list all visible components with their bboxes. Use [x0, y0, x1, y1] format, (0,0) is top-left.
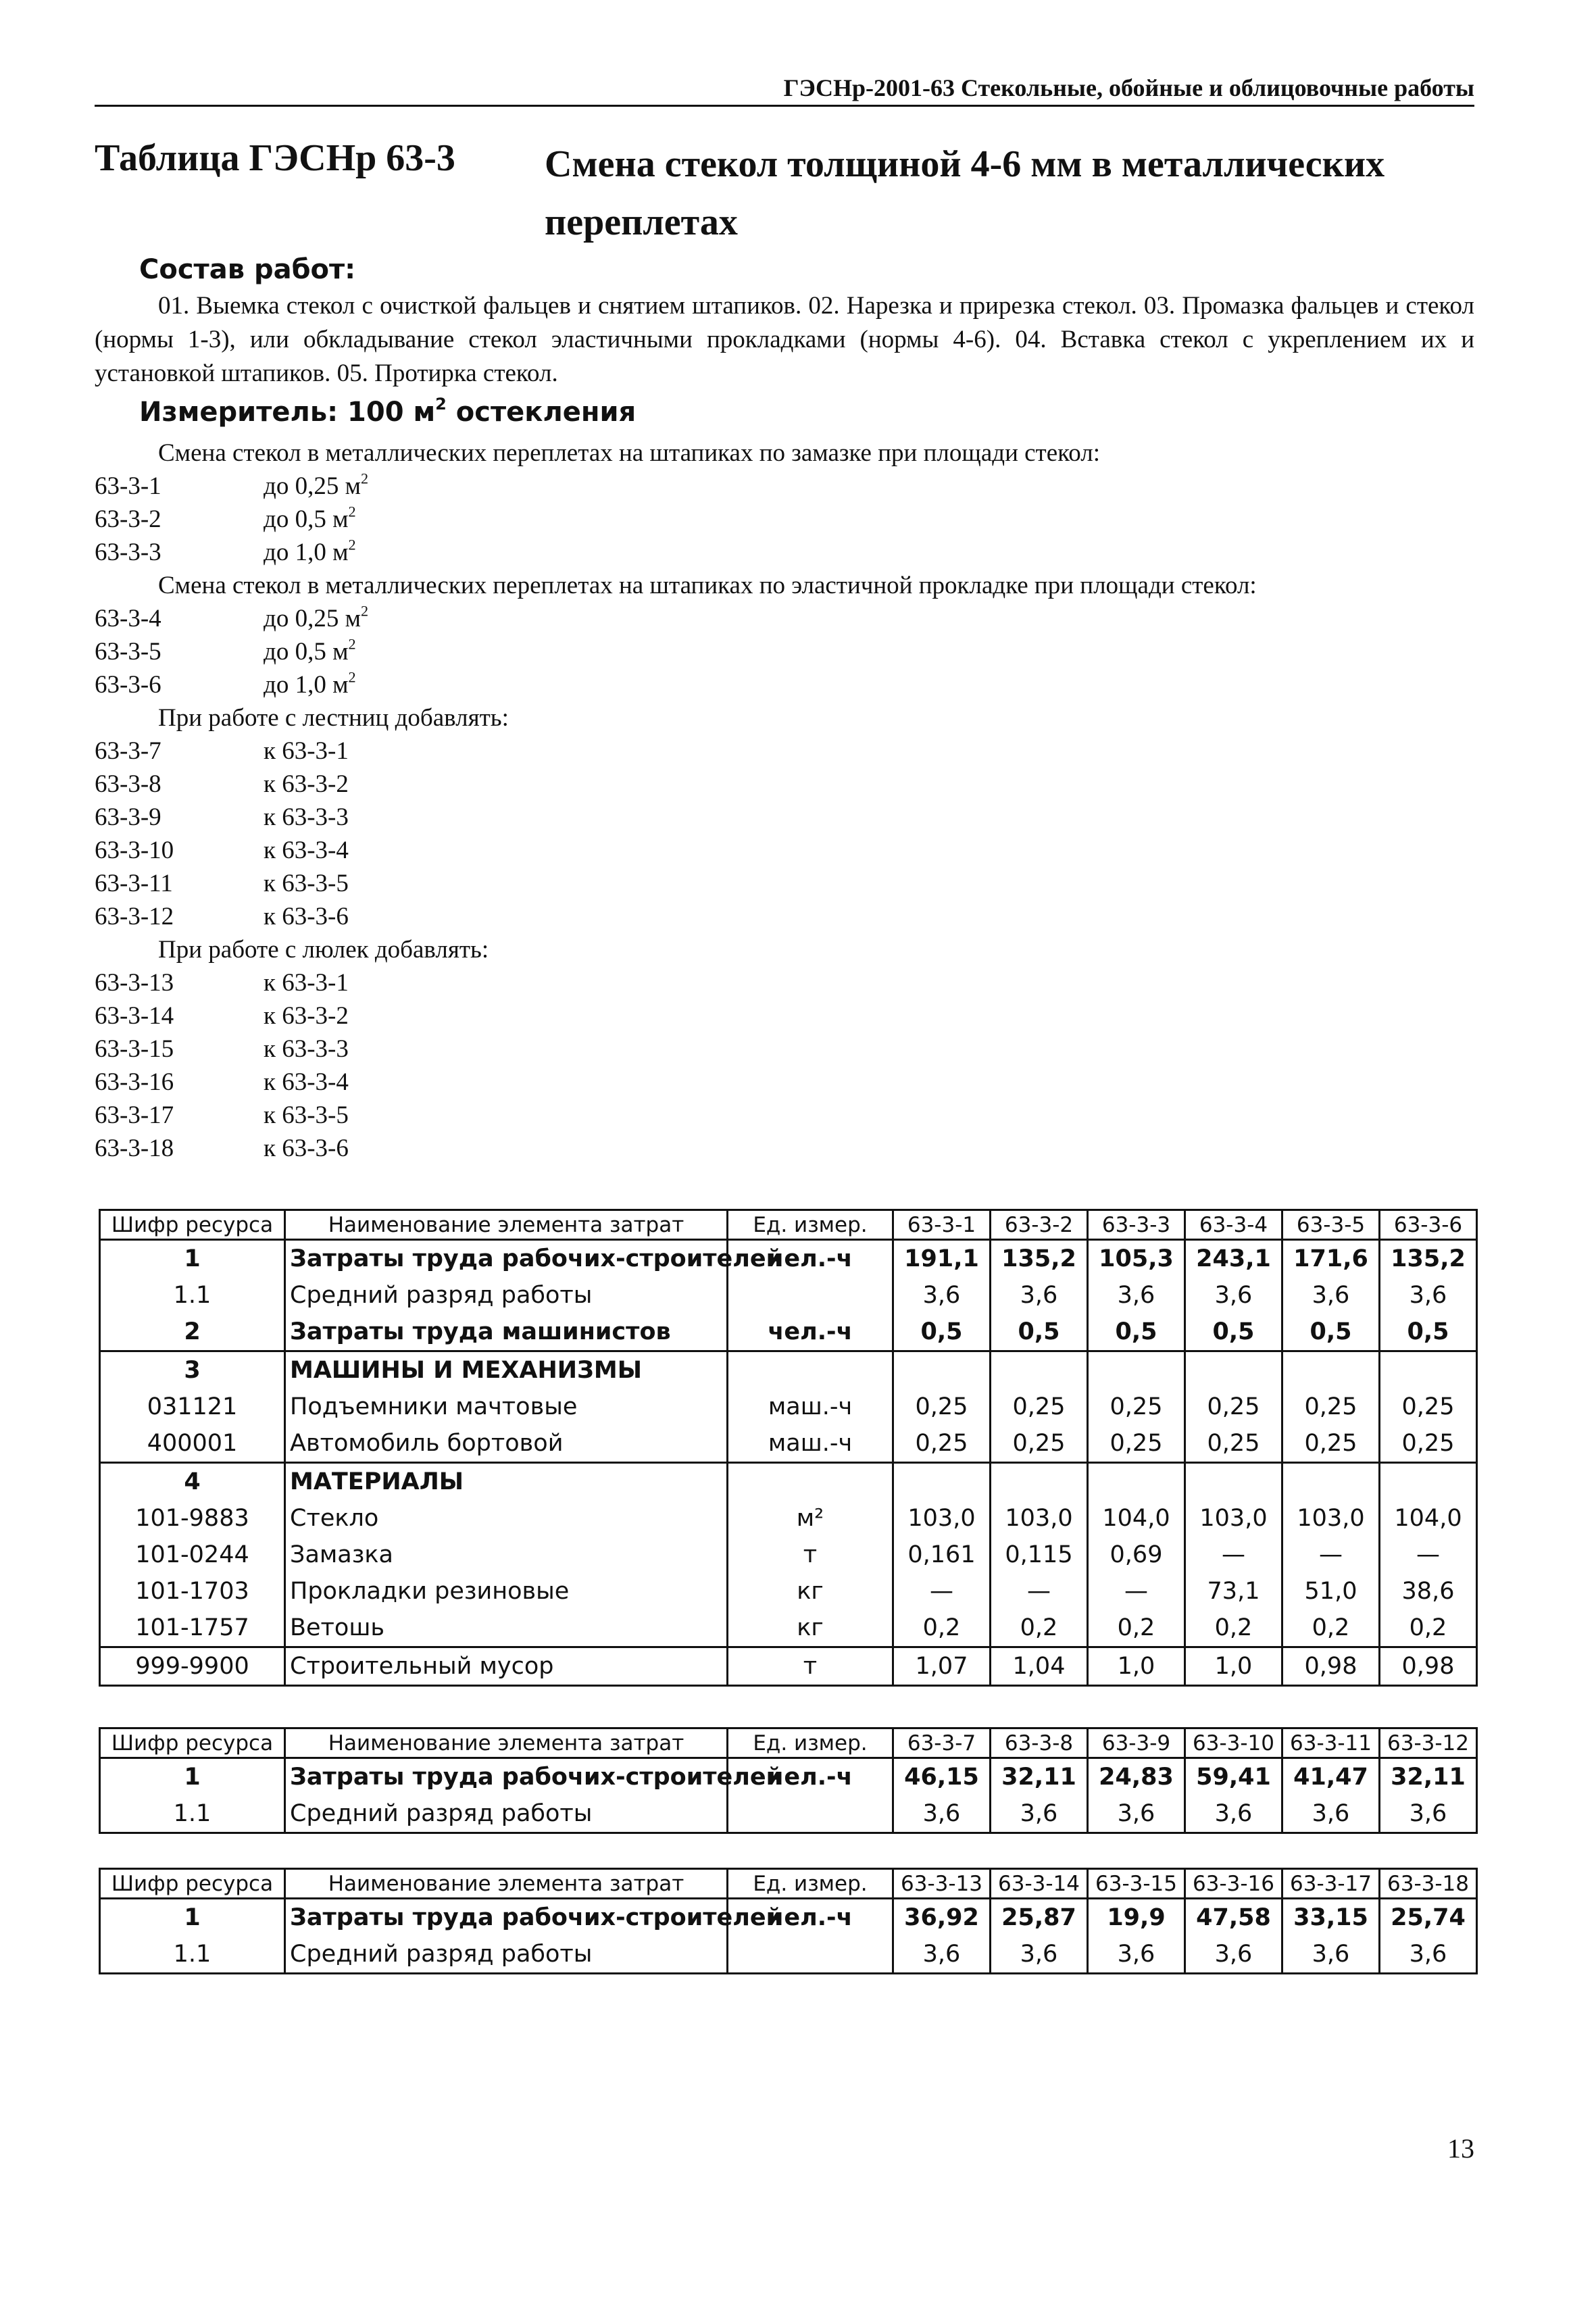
- norm-description-text: до 1,0 м: [264, 671, 349, 699]
- unit-cell: [728, 1277, 893, 1314]
- cost-element-cell: Ветошь: [285, 1610, 728, 1647]
- norm-group-header: Смена стекол в металлических переплетах на штапиках по эластичной прокладке при площади стекол:: [158, 572, 1257, 599]
- column-header: Ед. измер.: [728, 1869, 893, 1899]
- column-header: 63-3-14: [991, 1869, 1088, 1899]
- table-row: [100, 1647, 1477, 1686]
- norm-description: [264, 900, 349, 933]
- value-cell: [1088, 1463, 1185, 1501]
- column-header: 63-3-12: [1380, 1728, 1477, 1758]
- resource-code-cell: 101-1757: [100, 1610, 285, 1647]
- norm-code: 63-3-18: [95, 1135, 174, 1162]
- header-divider: [95, 105, 1474, 107]
- value-cell: 135,2: [991, 1240, 1088, 1278]
- value-cell: 0,25: [1380, 1425, 1477, 1463]
- table-row: [100, 1500, 1477, 1537]
- column-header: 63-3-13: [893, 1869, 991, 1899]
- value-cell: 0,2: [1088, 1610, 1185, 1647]
- value-cell: 105,3: [1088, 1240, 1185, 1278]
- norm-code: 63-3-17: [95, 1101, 174, 1129]
- column-header: Шифр ресурса: [100, 1869, 285, 1899]
- norm-description-text: к 63-3-1: [264, 737, 349, 765]
- unit-cell: [728, 1351, 893, 1389]
- norm-description-text: к 63-3-6: [264, 903, 349, 930]
- resource-table-ladders: [99, 1727, 1478, 1834]
- value-cell: 0,5: [1380, 1314, 1477, 1351]
- value-cell: 3,6: [1088, 1795, 1185, 1833]
- column-header: Наименование элемента затрат: [285, 1728, 728, 1758]
- value-cell: 104,0: [1380, 1500, 1477, 1537]
- table-row: [100, 1899, 1477, 1937]
- column-header: Шифр ресурса: [100, 1210, 285, 1240]
- value-cell: 0,115: [991, 1537, 1088, 1573]
- resource-code-cell: 1: [100, 1758, 285, 1796]
- norm-item: [95, 966, 1474, 999]
- resource-code-cell: 031121: [100, 1389, 285, 1425]
- value-cell: [1088, 1351, 1185, 1389]
- norm-code: 63-3-15: [95, 1035, 174, 1063]
- norm-description: [264, 834, 349, 867]
- resource-code-cell: 1.1: [100, 1795, 285, 1833]
- unit-cell: маш.-ч: [728, 1389, 893, 1425]
- value-cell: 103,0: [893, 1500, 991, 1537]
- value-cell: 25,74: [1380, 1899, 1477, 1937]
- norm-item: [95, 900, 1474, 933]
- value-cell: 3,6: [1380, 1795, 1477, 1833]
- norm-description-text: к 63-3-3: [264, 803, 349, 831]
- table-row: [100, 1240, 1477, 1278]
- value-cell: 46,15: [893, 1758, 991, 1796]
- page-number: 13: [1447, 2133, 1474, 2164]
- norm-code: 63-3-12: [95, 903, 174, 930]
- table-title: Смена стекол толщиной 4-6 мм в металлических переплетах: [545, 143, 1385, 243]
- column-header: 63-3-3: [1088, 1210, 1185, 1240]
- norm-item: [95, 801, 1474, 834]
- column-header: 63-3-17: [1282, 1869, 1380, 1899]
- value-cell: 25,87: [991, 1899, 1088, 1937]
- composition-text: 01. Выемка стекол с очисткой фальцев и снятием штапиков. 02. Нарезка и прирезка стекол. 03. Промазка фальцев и стекол (нормы 1-3), или обкладывание стекол эластичными прокладками (нормы 4-6). 04. Вставка стекол с укреплением их и установкой штапиков. 05. Протирка стекол.: [95, 292, 1474, 387]
- column-header: Ед. измер.: [728, 1728, 893, 1758]
- norm-group-header: При работе с люлек добавлять:: [158, 936, 489, 964]
- value-cell: 0,5: [1088, 1314, 1185, 1351]
- unit-cell: т: [728, 1537, 893, 1573]
- resource-code-cell: 400001: [100, 1425, 285, 1463]
- norm-item: [95, 1099, 1474, 1132]
- norm-description: [264, 966, 349, 999]
- column-header: 63-3-4: [1185, 1210, 1282, 1240]
- norm-description-text: до 0,5 м: [264, 638, 349, 666]
- value-cell: 3,6: [1282, 1277, 1380, 1314]
- cost-element-cell: Затраты труда машинистов: [285, 1314, 728, 1351]
- cost-element-cell: Стекло: [285, 1500, 728, 1537]
- norm-item: [95, 668, 1474, 701]
- table-row: [100, 1463, 1477, 1501]
- resource-code-cell: 2: [100, 1314, 285, 1351]
- value-cell: —: [991, 1573, 1088, 1610]
- value-cell: 243,1: [1185, 1240, 1282, 1278]
- table-header-row: [100, 1869, 1477, 1899]
- norm-code: 63-3-11: [95, 870, 173, 897]
- value-cell: 3,6: [991, 1795, 1088, 1833]
- value-cell: 0,2: [1282, 1610, 1380, 1647]
- value-cell: —: [1282, 1537, 1380, 1573]
- cost-element-cell: Строительный мусор: [285, 1647, 728, 1686]
- norm-description: [264, 768, 349, 801]
- meter-heading: [139, 395, 636, 429]
- value-cell: [1380, 1351, 1477, 1389]
- norm-description-sup: 2: [348, 503, 356, 520]
- norm-description-text: к 63-3-2: [264, 1002, 349, 1030]
- column-header: 63-3-10: [1185, 1728, 1282, 1758]
- value-cell: 0,161: [893, 1537, 991, 1573]
- column-header: 63-3-8: [991, 1728, 1088, 1758]
- norm-code: 63-3-16: [95, 1068, 174, 1096]
- table-row: [100, 1573, 1477, 1610]
- value-cell: 1,0: [1185, 1647, 1282, 1686]
- value-cell: [1282, 1463, 1380, 1501]
- column-header: 63-3-11: [1282, 1728, 1380, 1758]
- norm-item: [95, 503, 1474, 536]
- norm-code: 63-3-14: [95, 1002, 174, 1030]
- column-header: 63-3-6: [1380, 1210, 1477, 1240]
- value-cell: [1282, 1351, 1380, 1389]
- unit-cell: [728, 1936, 893, 1974]
- norm-code: 63-3-9: [95, 803, 161, 831]
- norm-description: [264, 1099, 349, 1132]
- table-header-row: [100, 1210, 1477, 1240]
- norm-description-sup: 2: [348, 536, 356, 553]
- value-cell: 33,15: [1282, 1899, 1380, 1937]
- table-row: [100, 1389, 1477, 1425]
- norm-description-text: до 1,0 м: [264, 539, 349, 566]
- norm-code: 63-3-4: [95, 605, 161, 632]
- value-cell: [1185, 1351, 1282, 1389]
- norm-description: [264, 801, 349, 834]
- value-cell: 3,6: [893, 1795, 991, 1833]
- value-cell: 3,6: [1380, 1277, 1477, 1314]
- value-cell: 3,6: [893, 1277, 991, 1314]
- meter-heading-prefix: Измеритель: 100 м: [139, 397, 436, 428]
- norm-item: [95, 735, 1474, 768]
- value-cell: 191,1: [893, 1240, 991, 1278]
- table-row: [100, 1425, 1477, 1463]
- resource-code-cell: 1: [100, 1240, 285, 1278]
- value-cell: 59,41: [1185, 1758, 1282, 1796]
- value-cell: 104,0: [1088, 1500, 1185, 1537]
- norm-group-header: При работе с лестниц добавлять:: [158, 704, 509, 732]
- value-cell: 103,0: [1185, 1500, 1282, 1537]
- column-header: 63-3-9: [1088, 1728, 1185, 1758]
- unit-cell: маш.-ч: [728, 1425, 893, 1463]
- value-cell: 171,6: [1282, 1240, 1380, 1278]
- norm-item: [95, 536, 1474, 569]
- norm-description: [264, 1066, 349, 1099]
- norm-code: 63-3-6: [95, 671, 161, 699]
- norm-code: 63-3-5: [95, 638, 161, 666]
- value-cell: 51,0: [1282, 1573, 1380, 1610]
- norm-description-sup: 2: [361, 470, 369, 487]
- unit-cell: кг: [728, 1573, 893, 1610]
- table-row: [100, 1758, 1477, 1796]
- norm-item: [95, 867, 1474, 900]
- value-cell: 3,6: [991, 1936, 1088, 1974]
- value-cell: 36,92: [893, 1899, 991, 1937]
- value-cell: —: [1185, 1537, 1282, 1573]
- value-cell: 0,5: [991, 1314, 1088, 1351]
- norm-code: 63-3-2: [95, 505, 161, 533]
- norm-description: [264, 470, 368, 503]
- norm-item: [95, 635, 1474, 668]
- value-cell: 3,6: [1282, 1795, 1380, 1833]
- unit-cell: чел.-ч: [728, 1758, 893, 1796]
- value-cell: 0,25: [1088, 1425, 1185, 1463]
- cost-element-cell: Средний разряд работы: [285, 1277, 728, 1314]
- norm-code: 63-3-7: [95, 737, 161, 765]
- norm-description-text: к 63-3-2: [264, 770, 349, 798]
- value-cell: 3,6: [1185, 1277, 1282, 1314]
- norm-description-sup: 2: [361, 602, 369, 620]
- column-header: Шифр ресурса: [100, 1728, 285, 1758]
- norm-item: [95, 999, 1474, 1032]
- value-cell: 0,2: [1380, 1610, 1477, 1647]
- norm-description-text: к 63-3-5: [264, 1101, 349, 1129]
- value-cell: 1,04: [991, 1647, 1088, 1686]
- norm-description-text: к 63-3-6: [264, 1135, 349, 1162]
- value-cell: [1185, 1463, 1282, 1501]
- norm-description: [264, 1132, 349, 1165]
- value-cell: 0,25: [1088, 1389, 1185, 1425]
- unit-cell: чел.-ч: [728, 1899, 893, 1937]
- value-cell: 19,9: [1088, 1899, 1185, 1937]
- column-header: Ед. измер.: [728, 1210, 893, 1240]
- value-cell: 24,83: [1088, 1758, 1185, 1796]
- value-cell: 0,25: [991, 1389, 1088, 1425]
- value-cell: 1,07: [893, 1647, 991, 1686]
- value-cell: 0,98: [1282, 1647, 1380, 1686]
- resource-code-cell: 101-9883: [100, 1500, 285, 1537]
- resource-code-cell: 101-0244: [100, 1537, 285, 1573]
- table-row: [100, 1277, 1477, 1314]
- meter-heading-suffix: остекления: [446, 397, 637, 428]
- value-cell: 0,25: [893, 1389, 991, 1425]
- value-cell: 3,6: [1088, 1277, 1185, 1314]
- value-cell: 0,5: [1282, 1314, 1380, 1351]
- cost-element-cell: Автомобиль бортовой: [285, 1425, 728, 1463]
- value-cell: 0,98: [1380, 1647, 1477, 1686]
- table-row: [100, 1795, 1477, 1833]
- norm-description: [264, 1032, 349, 1066]
- value-cell: 0,69: [1088, 1537, 1185, 1573]
- resource-code-cell: 1.1: [100, 1277, 285, 1314]
- value-cell: 0,25: [1185, 1389, 1282, 1425]
- value-cell: 41,47: [1282, 1758, 1380, 1796]
- norm-item: [95, 1132, 1474, 1165]
- norm-description-text: до 0,5 м: [264, 505, 349, 533]
- composition-heading: Состав работ:: [139, 254, 356, 285]
- resource-code-cell: 3: [100, 1351, 285, 1389]
- cost-element-cell: МАТЕРИАЛЫ: [285, 1463, 728, 1501]
- norm-code: 63-3-1: [95, 472, 161, 500]
- cost-element-cell: Затраты труда рабочих-строителей: [285, 1899, 728, 1937]
- column-header: 63-3-15: [1088, 1869, 1185, 1899]
- value-cell: 0,25: [1282, 1389, 1380, 1425]
- norm-description-text: до 0,25 м: [264, 472, 361, 500]
- value-cell: 1,0: [1088, 1647, 1185, 1686]
- value-cell: 3,6: [1282, 1936, 1380, 1974]
- norm-group-header: Смена стекол в металлических переплетах на штапиках по замазке при площади стекол:: [158, 439, 1101, 467]
- norm-description: [264, 867, 349, 900]
- table-row: [100, 1351, 1477, 1389]
- norm-item: [95, 602, 1474, 635]
- value-cell: 103,0: [991, 1500, 1088, 1537]
- norm-code: 63-3-8: [95, 770, 161, 798]
- norm-code: 63-3-3: [95, 539, 161, 566]
- value-cell: 73,1: [1185, 1573, 1282, 1610]
- cost-element-cell: Замазка: [285, 1537, 728, 1573]
- norm-item: [95, 1066, 1474, 1099]
- norm-description-text: к 63-3-1: [264, 969, 349, 997]
- cost-element-cell: МАШИНЫ И МЕХАНИЗМЫ: [285, 1351, 728, 1389]
- norm-description: [264, 668, 356, 701]
- norm-description-text: до 0,25 м: [264, 605, 361, 632]
- value-cell: 0,2: [1185, 1610, 1282, 1647]
- unit-cell: м²: [728, 1500, 893, 1537]
- value-cell: 3,6: [1380, 1936, 1477, 1974]
- resource-code-cell: 999-9900: [100, 1647, 285, 1686]
- value-cell: 32,11: [991, 1758, 1088, 1796]
- resource-table-cradles: [99, 1868, 1478, 1974]
- norm-item: [95, 1032, 1474, 1066]
- norm-code: 63-3-10: [95, 837, 174, 864]
- norm-item: [95, 768, 1474, 801]
- value-cell: 0,5: [893, 1314, 991, 1351]
- column-header: 63-3-18: [1380, 1869, 1477, 1899]
- value-cell: 0,5: [1185, 1314, 1282, 1351]
- resource-code-cell: 4: [100, 1463, 285, 1501]
- value-cell: [991, 1351, 1088, 1389]
- value-cell: [991, 1463, 1088, 1501]
- unit-cell: [728, 1463, 893, 1501]
- norm-code: 63-3-13: [95, 969, 174, 997]
- meter-heading-sup: 2: [435, 395, 447, 414]
- value-cell: 0,25: [893, 1425, 991, 1463]
- cost-element-cell: Подъемники мачтовые: [285, 1389, 728, 1425]
- unit-cell: чел.-ч: [728, 1240, 893, 1278]
- value-cell: [893, 1463, 991, 1501]
- value-cell: 38,6: [1380, 1573, 1477, 1610]
- norm-description-text: к 63-3-4: [264, 1068, 349, 1096]
- norm-description: [264, 602, 368, 635]
- value-cell: 0,25: [1380, 1389, 1477, 1425]
- cost-element-cell: Прокладки резиновые: [285, 1573, 728, 1610]
- norm-item: [95, 834, 1474, 867]
- value-cell: —: [893, 1573, 991, 1610]
- norm-description-text: к 63-3-4: [264, 837, 349, 864]
- value-cell: 3,6: [1088, 1936, 1185, 1974]
- resource-code-cell: 1: [100, 1899, 285, 1937]
- cost-element-cell: Средний разряд работы: [285, 1936, 728, 1974]
- norm-description: [264, 999, 349, 1032]
- unit-cell: [728, 1795, 893, 1833]
- table-row: [100, 1610, 1477, 1647]
- value-cell: —: [1088, 1573, 1185, 1610]
- value-cell: 3,6: [893, 1936, 991, 1974]
- norm-description: [264, 735, 349, 768]
- value-cell: 47,58: [1185, 1899, 1282, 1937]
- table-label: Таблица ГЭСНр 63-3: [95, 137, 455, 179]
- table-row: [100, 1537, 1477, 1573]
- value-cell: 32,11: [1380, 1758, 1477, 1796]
- value-cell: 0,2: [893, 1610, 991, 1647]
- norm-description-text: к 63-3-5: [264, 870, 349, 897]
- norm-item: [95, 470, 1474, 503]
- cost-element-cell: Средний разряд работы: [285, 1795, 728, 1833]
- norm-description-text: к 63-3-3: [264, 1035, 349, 1063]
- value-cell: 0,2: [991, 1610, 1088, 1647]
- cost-element-cell: Затраты труда рабочих-строителей: [285, 1758, 728, 1796]
- unit-cell: кг: [728, 1610, 893, 1647]
- norm-description: [264, 536, 356, 569]
- value-cell: —: [1380, 1537, 1477, 1573]
- column-header: 63-3-7: [893, 1728, 991, 1758]
- norm-description-sup: 2: [348, 635, 356, 653]
- table-row: [100, 1314, 1477, 1351]
- table-row: [100, 1936, 1477, 1974]
- value-cell: [893, 1351, 991, 1389]
- norms-list: [95, 437, 1474, 1165]
- value-cell: 3,6: [1185, 1936, 1282, 1974]
- column-header: 63-3-2: [991, 1210, 1088, 1240]
- value-cell: 3,6: [1185, 1795, 1282, 1833]
- column-header: Наименование элемента затрат: [285, 1210, 728, 1240]
- column-header: Наименование элемента затрат: [285, 1869, 728, 1899]
- unit-cell: чел.-ч: [728, 1314, 893, 1351]
- column-header: 63-3-5: [1282, 1210, 1380, 1240]
- value-cell: 0,25: [1282, 1425, 1380, 1463]
- cost-element-cell: Затраты труда рабочих-строителей: [285, 1240, 728, 1278]
- norm-description: [264, 503, 356, 536]
- column-header: 63-3-16: [1185, 1869, 1282, 1899]
- value-cell: [1380, 1463, 1477, 1501]
- resource-code-cell: 101-1703: [100, 1573, 285, 1610]
- resource-code-cell: 1.1: [100, 1936, 285, 1974]
- norm-description: [264, 635, 356, 668]
- column-header: 63-3-1: [893, 1210, 991, 1240]
- value-cell: 3,6: [991, 1277, 1088, 1314]
- value-cell: 0,25: [991, 1425, 1088, 1463]
- table-header-row: [100, 1728, 1477, 1758]
- value-cell: 0,25: [1185, 1425, 1282, 1463]
- resource-table-main: [99, 1209, 1478, 1687]
- unit-cell: т: [728, 1647, 893, 1686]
- value-cell: 103,0: [1282, 1500, 1380, 1537]
- value-cell: 135,2: [1380, 1240, 1477, 1278]
- running-head: ГЭСНр-2001-63 Стекольные, обойные и облицовочные работы: [783, 74, 1474, 101]
- norm-description-sup: 2: [348, 668, 356, 686]
